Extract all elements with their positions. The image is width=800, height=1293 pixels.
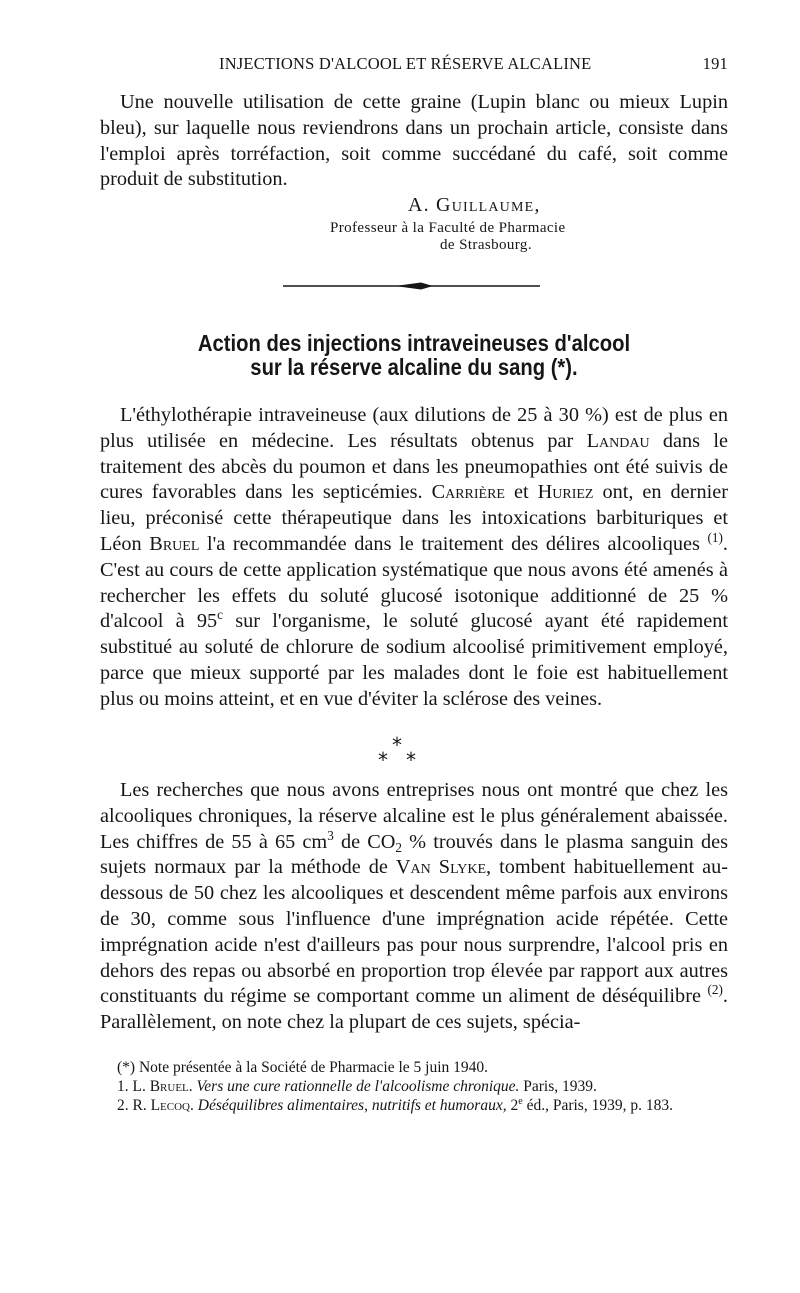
- cube-superscript: 3: [327, 827, 334, 843]
- co2-subscript: 2: [395, 839, 402, 855]
- footnote-text: Note présentée à la Société de Pharmacie le 5 juin 1940.: [138, 1059, 489, 1076]
- author-signature: [408, 194, 708, 217]
- footnote-number: 1.: [117, 1078, 129, 1095]
- footnotes: [100, 1058, 728, 1115]
- asterism-star: *: [406, 748, 416, 772]
- author-name-landau: Landau: [586, 429, 650, 452]
- footnote-imprint: Paris, 1939.: [523, 1078, 597, 1095]
- author-initial: A.: [408, 194, 430, 216]
- section-divider-ornament: [283, 279, 540, 293]
- text-run: Les recherches que nous avons entreprises nous ont montré que chez les alcooliques chroniques, la réserve alcaline est le plus généralement abaissée. Les chiffres de 55 à 65 cm: [100, 779, 728, 853]
- text-run: ont, en dernier lieu, préconisé cette thérapeutique dans les intoxications barbituriques et Léon: [100, 481, 728, 555]
- footnote-1: [100, 1077, 728, 1096]
- footnote-ref-1: (1): [707, 530, 723, 546]
- author-name-bruel: Bruel: [149, 532, 200, 555]
- footnote-author: R. Lecoq.: [132, 1097, 194, 1114]
- title-note-mark: (*).: [550, 354, 578, 380]
- text-run: L'éthylothérapie intraveineuse (aux dilutions de 25 à 30 %) est de plus en plus utilisée en médecine. Les résultats obtenus par: [100, 404, 728, 452]
- page-number: 191: [702, 54, 728, 73]
- article-title-line1: Action des injections intraveineuses d'alcool: [197, 330, 631, 356]
- footnote-edition: 2: [510, 1097, 519, 1114]
- footnote-number: 2.: [117, 1097, 129, 1114]
- running-title: INJECTIONS D'ALCOOL ET RÉSERVE ALCALINE: [219, 54, 592, 73]
- text-run: de CO: [340, 830, 396, 853]
- footnote-author: L. Bruel.: [132, 1078, 193, 1095]
- text-run: . C'est au cours de cette application systématique que nous avons été amenés à rechercher les effets du soluté glucosé isotonique additionné de 25 % d'alcool à 95: [100, 532, 728, 633]
- paragraph-lupin-use: Une nouvelle utilisation de cette graine (Lupin blanc ou mieux Lupin bleu), sur laquelle nous reviendrons dans un prochain article, consiste dans l'emploi après torréfaction, soit comme succédané du café, soit comme produit de substitution.: [100, 91, 728, 191]
- author-city: de Strasbourg.: [440, 237, 532, 253]
- running-header: [100, 54, 728, 78]
- text-run: . Parallèlement, on note chez la plupart de ces sujets, spécia-: [100, 985, 728, 1034]
- edition-superscript: e: [518, 1095, 523, 1107]
- article-title-line2: [138, 354, 691, 381]
- text-run: et: [513, 481, 529, 504]
- text-run: , tombent habituellement au-dessous de 50 chez les alcooliques et descendent même parfois aux environs de 30, comme sous l'influence d'une imprégnation acide répétée. Cette imprégnation acide n'est d'ailleurs pas pour nous surprendre, l'alcool pris en dehors des repas ou absorbé en proportion trop élevée par rapport aux autres constituants du régime se comportant comme un aliment de déséquilibre: [100, 856, 729, 1008]
- footnote-mark: (*): [117, 1059, 136, 1076]
- text-run: sur l'organisme, le soluté glucosé ayant été rapidement substitué au soluté de chlorure de sodium alcoolisé primitivement employé, parce que mieux supporté par les malades dont le foie est habituellement plus ou moins atteint, et en vue d'éviter la sclérose des veines.: [100, 610, 728, 710]
- asterism-star: *: [378, 748, 388, 772]
- author-name-huriez: Huriez: [537, 481, 594, 504]
- footnote-imprint: éd., Paris, 1939, p. 183.: [526, 1097, 673, 1114]
- asterism-star: *: [392, 733, 402, 757]
- text-run: l'a recommandée dans le traitement des délires alcooliques: [207, 532, 700, 555]
- footnote-work-title: Vers une cure rationnelle de l'alcoolisme chronique.: [196, 1078, 520, 1095]
- paragraph-alkaline-reserve: [100, 778, 728, 1036]
- author-surname: Guillaume,: [436, 194, 541, 216]
- text-run: dans le traitement des abcès du poumon et dans les pneumopathies ont été suivis de cures favorables dans les septicémies.: [100, 429, 728, 504]
- footnote-ref-2: (2): [707, 982, 723, 998]
- footnote-work-title: Déséquilibres alimentaires, nutritifs et humoraux,: [197, 1097, 507, 1114]
- section-separator-asterism: [370, 733, 430, 773]
- author-name-van-slyke: Van Slyke: [395, 856, 486, 879]
- article-title-text: sur la réserve alcaline du sang: [250, 354, 546, 380]
- footnote-2: [100, 1096, 728, 1115]
- footnote-presentation: [100, 1058, 728, 1077]
- author-name-carriere: Carrière: [431, 481, 505, 504]
- degree-superscript: c: [217, 607, 223, 623]
- text-run: % trouvés dans le plasma sanguin des sujets normaux par la méthode de: [100, 830, 728, 879]
- author-affiliation: Professeur à la Faculté de Pharmacie: [330, 220, 566, 236]
- paragraph-ethylotherapy: [100, 403, 728, 713]
